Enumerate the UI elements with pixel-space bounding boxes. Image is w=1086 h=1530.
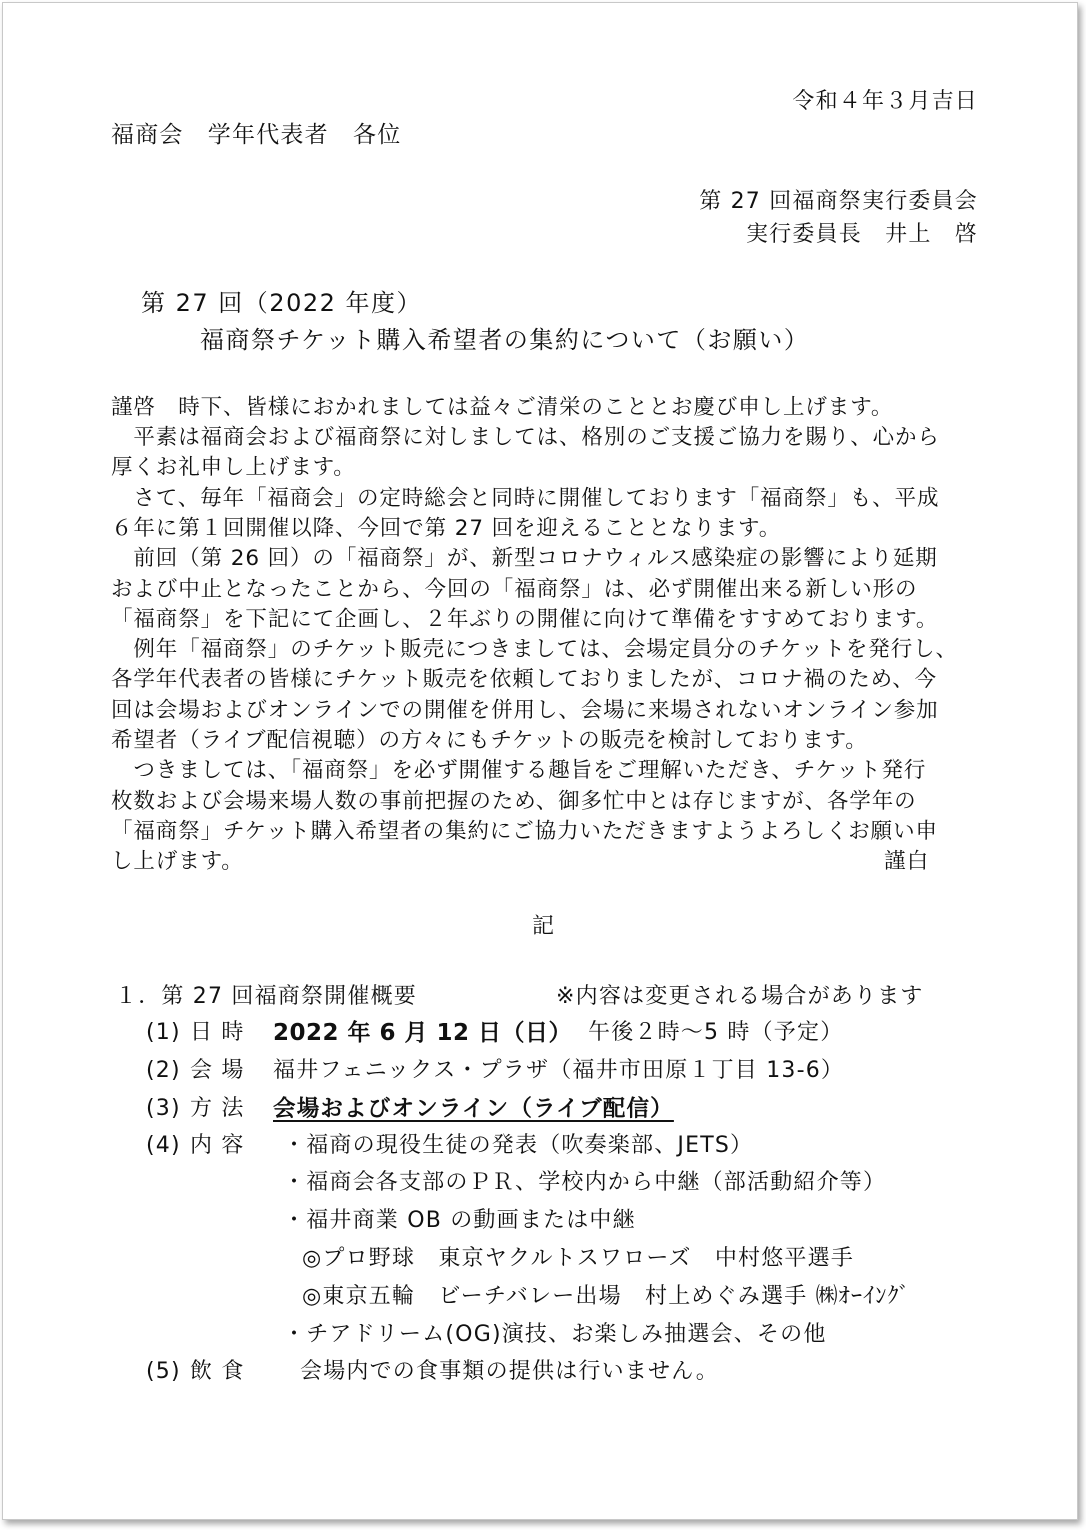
sender-organization: 第 27 回福商祭実行委員会 [699, 189, 978, 214]
body-line: 例年「福商祭」のチケット販売につきましては、会場定員分のチケットを発行し、 [111, 637, 958, 662]
event-time: 午後２時～5 時（予定） [588, 1020, 844, 1045]
content-line: ◎東京五輪 ビーチバレー出場 村上めぐみ選手 ㈱ｵｰｲﾝｸﾞ [302, 1284, 911, 1309]
event-venue: 福井フェニックス・プラザ（福井市田原１丁目 13-6） [273, 1058, 845, 1083]
item-number: (2) [146, 1058, 181, 1083]
item-number: (1) [146, 1020, 181, 1045]
item-number: (5) [146, 1359, 181, 1384]
item-label: 飲 食 [190, 1359, 245, 1384]
content-line: ◎プロ野球 東京ヤクルトスワローズ 中村悠平選手 [302, 1246, 855, 1271]
closing-word: 謹白 [884, 849, 930, 874]
section-heading: １．第 27 回福商祭開催概要 [115, 984, 417, 1009]
event-method: 会場およびオンライン（ライブ配信） [273, 1096, 674, 1122]
body-line: 前回（第 26 回）の「福商祭」が、新型コロナウィルス感染症の影響により延期 [111, 546, 938, 571]
section-note: ※内容は変更される場合があります [556, 984, 924, 1009]
item-number: (4) [146, 1133, 181, 1158]
body-line: ６年に第１回開催以降、今回で第 27 回を迎えることとなります。 [111, 516, 782, 541]
body-line: 各学年代表者の皆様にチケット販売を依頼しておりましたが、コロナ禍のため、今 [111, 667, 938, 692]
sender-name: 実行委員長 井上 啓 [745, 222, 978, 247]
document-title-line1: 第 27 回（2022 年度） [141, 289, 423, 317]
body-line: および中止となったことから、今回の「福商祭」は、必ず開催出来る新しい形の [111, 577, 918, 602]
item-label: 内 容 [190, 1133, 245, 1158]
food-note: 会場内での食事類の提供は行いません。 [300, 1359, 719, 1384]
body-line: 「福商祭」チケット購入希望者の集約にご協力いただきますようよろしくお願い申 [111, 819, 938, 844]
document-date: 令和４年３月吉日 [792, 89, 978, 114]
addressee: 福商会 学年代表者 各位 [111, 122, 402, 148]
body-line: 回は会場およびオンラインでの開催を併用し、会場に来場されないオンライン参加 [111, 698, 939, 723]
body-line: 枚数および会場来場人数の事前把握のため、御多忙中とは存じますが、各学年の [111, 789, 917, 814]
body-line: 「福商祭」を下記にて企画し、２年ぶりの開催に向けて準備をすすめております。 [111, 607, 939, 632]
body-line: し上げます。 [111, 849, 244, 874]
body-line: 謹啓 時下、皆様におかれましては益々ご清栄のこととお慶び申し上げます。 [111, 395, 894, 420]
event-date: 2022 年 6 月 12 日（日） [273, 1020, 573, 1046]
document-title-line2: 福商祭チケット購入希望者の集約について（お願い） [200, 326, 810, 354]
body-line: 希望者（ライブ配信視聴）の方々にもチケットの販売を検討しております。 [111, 728, 868, 753]
ki-marker: 記 [532, 914, 556, 939]
content-line: ・福商会各支部のＰＲ、学校内から中継（部活動紹介等） [283, 1170, 887, 1195]
body-line: 厚くお礼申し上げます。 [111, 455, 356, 480]
content-line: ・福井商業 OB の動画または中継 [283, 1208, 636, 1233]
item-number: (3) [146, 1096, 181, 1121]
item-label: 会 場 [190, 1058, 245, 1083]
item-label: 方 法 [190, 1096, 245, 1121]
content-line: ・チアドリーム(OG)演技、お楽しみ抽選会、その他 [283, 1322, 827, 1347]
body-line: 平素は福商会および福商祭に対しましては、格別のご支援ご協力を賜り、心から [111, 425, 940, 450]
body-line: さて、毎年「福商会」の定時総会と同時に開催しております「福商祭」も、平成 [111, 486, 940, 511]
item-label: 日 時 [190, 1020, 245, 1045]
content-line: ・福商の現役生徒の発表（吹奏楽部、JETS） [283, 1133, 754, 1158]
body-line: つきましては、「福商祭」を必ず開催する趣旨をご理解いただき、チケット発行 [111, 758, 927, 783]
